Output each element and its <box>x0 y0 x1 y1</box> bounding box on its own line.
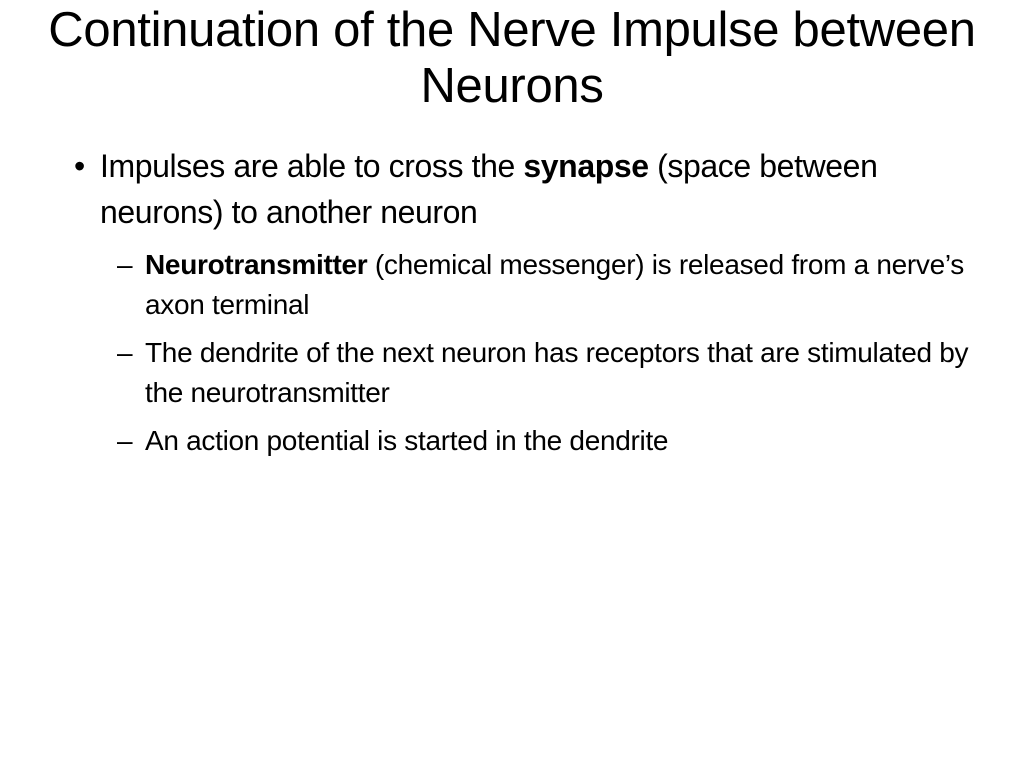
sub-bullet-text: An action potential is started in the dendrite <box>145 425 669 456</box>
sub-bullet-marker: – <box>117 249 133 280</box>
sub-bullet-marker: – <box>117 425 133 456</box>
slide-title: Continuation of the Nerve Impulse between Neurons <box>48 3 976 113</box>
bullet-item <box>74 143 974 235</box>
sub-bullet-text: (chemical messenger) is released from a nerve’s axon terminal <box>145 249 965 320</box>
bullet-bold-term: synapse <box>523 148 649 184</box>
sub-bullet-text: The dendrite of the next neuron has receptors that are stimulated by the neurotransmitter <box>145 337 969 408</box>
sub-bullet-item <box>117 245 974 325</box>
slide-body <box>74 143 974 461</box>
bullet-text-continued: (space between neurons) to another neuron <box>100 148 878 230</box>
sub-bullet-bold-term: Neurotransmitter <box>145 249 368 280</box>
sub-bullet-marker: – <box>117 337 133 368</box>
bullet-marker: • <box>74 148 85 184</box>
bullet-text: Impulses are able to cross the <box>100 148 524 184</box>
sub-bullet-item <box>117 333 974 413</box>
sub-bullet-item <box>117 421 974 461</box>
